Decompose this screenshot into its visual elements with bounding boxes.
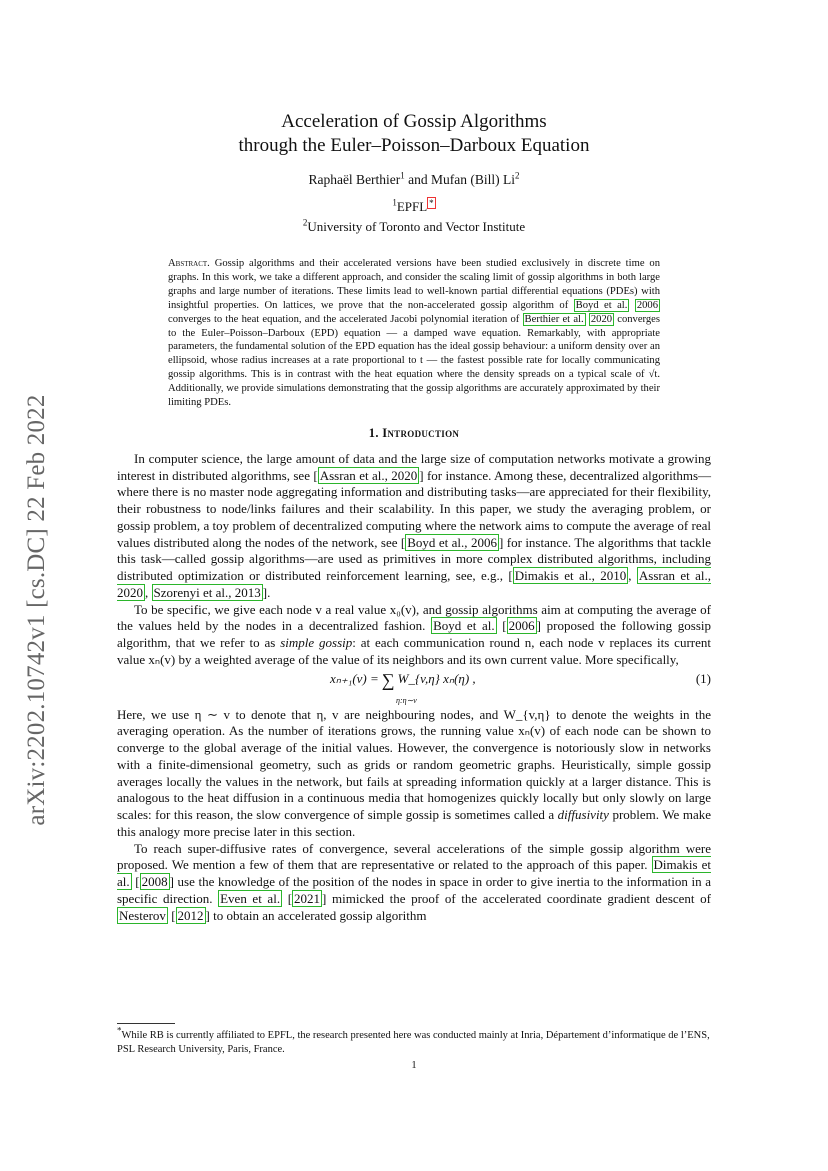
text: To reach super-diffusive rates of convergence, several accelerations of the simple gossip algorithm were proposed. We mention a few of them that are representative or related to the approach of this paper. xyxy=(117,840,711,873)
citation-link[interactable]: Assran et al., 2020 xyxy=(319,467,418,483)
text: : at each communication round n, each node v replaces its current value xₙ(v) by a weighted average of the value of its neighbors and its own current value. More specifically, xyxy=(117,635,711,667)
paragraph: In computer science, the large amount of data and the large size of computation networks motivate a growing interest in distributed algorithms, see [ Assran et al., 2020 ] for instance. Among these, decentralized algorithms—where there is no master node aggregating information and distributing tasks—are appreciated for their flexibility, their robustness to node/links failures and their scalability. In this paper, we study the averaging problem, or gossip problem, a toy problem of decentralized computing where the network aims to compute the average of real values distributed along the nodes of the network, see [ Boyd et al., 2006 ] for instance. The algorithms that tackle this task—called gossip algorithms—are used as primitives in more complex distributed algorithms, including distributed optimization or distributed reinforcement learning, see, e.g., [ Dimakis et al., 2010 , Assran et al., 2020 , Szorenyi et al., 2013 ]. xyxy=(117,450,712,600)
equation-1 xyxy=(117,669,711,707)
citation-link[interactable]: Boyd et al. xyxy=(433,618,495,634)
equation-number: (1) xyxy=(695,670,711,686)
citation-link[interactable]: Assran et al., 2020 xyxy=(117,568,712,600)
footnote-link[interactable]: * xyxy=(429,197,434,208)
eq-rhs: W_{v,η} xₙ(η) , xyxy=(397,670,476,686)
page-number: 1 xyxy=(411,1060,417,1071)
abstract xyxy=(168,257,660,410)
abstract-label: Abstract. xyxy=(168,258,210,269)
citation-link[interactable]: Dimakis et al. xyxy=(117,857,711,890)
footnote-text: While RB is currently affiliated to EPFL, the research presented here was conducted mainly at Inria, Département d’informatique de l’ENS, PSL Research University, Paris, France. xyxy=(117,1030,710,1055)
text: for instance. Among these, decentralized algorithms—where there is no master node aggregating information and distributing tasks—are appreciated for their flexibility, their robustness to node/links failures and their scalability. In this paper, we study the averaging problem, or gossip problem, a toy problem of decentralized computing where the network aims to compute the average of real values distributed along the nodes of the network, see xyxy=(117,467,712,550)
citation-link[interactable]: Boyd et al., 2006 xyxy=(407,534,497,550)
affiliations xyxy=(117,197,711,237)
footnote-rule xyxy=(117,1023,175,1024)
text: for instance. The algorithms that tackle this task—called gossip algorithms—are used as primitives in more complex distributed algorithms, including distributed optimization or distributed reinforcement learning, see, e.g., xyxy=(117,534,711,584)
sum-symbol: ∑ xyxy=(381,669,395,690)
citation-link[interactable]: Berthier et al. xyxy=(524,313,584,325)
citation-link[interactable]: Even et al. xyxy=(220,890,281,906)
introduction-body xyxy=(117,451,711,925)
abstract-text-1: Gossip algorithms and their accelerated versions have been studied exclusively in discrete time on graphs. In this work, we take a different approach, and consider the scaling limit of gossip algorithms in both large graphs and large number of iterations. These limits lead to well-known partial differential equations (PDEs) with insightful properties. On lattices, we prove that the non-accelerated gossip algorithm of xyxy=(168,258,660,311)
paragraph: To be specific, we give each node v a real value x₀(v), and gossip algorithms aim at computing the average of the values held by the nodes in a decentralized fashion. Boyd et al. [ 2006 ] proposed the following gossip algorithm, that we refer to as simple gossip: at each communication round n, each node v replaces its current value xₙ(v) by a weighted average of the value of its neighbors and its own current value. More specifically, xyxy=(117,601,711,667)
arxiv-stamp-text: arXiv:2202.10742v1 [cs.DC] 22 Feb 2022 xyxy=(23,394,50,826)
text: proposed the following gossip algorithm, that we refer to as xyxy=(117,618,711,651)
footnote-mark: * xyxy=(117,1025,122,1036)
section-number: 1. xyxy=(368,425,379,440)
equation-body xyxy=(330,671,476,689)
citation-link[interactable]: Szorenyi et al., 2013 xyxy=(153,584,261,600)
citation-link[interactable]: Boyd et al. xyxy=(575,299,628,311)
title-line-2: through the Euler–Poisson–Darboux Equation xyxy=(238,135,590,156)
citation-link[interactable]: 2008 xyxy=(141,874,168,890)
text: problem. We make this analogy more precise later in this section. xyxy=(117,807,711,839)
citation-link[interactable]: 2012 xyxy=(177,907,204,923)
text: . xyxy=(267,584,271,600)
affiliation-1 xyxy=(117,197,711,217)
emphasis: diffusivity xyxy=(557,807,609,823)
abstract-text-3: converges to the Euler–Poisson–Darboux (EPD) equation — a damped wave equation. Remarkably, with appropriate parameters, the fundamental solution of the EPD equation has the ideal gossip behaviour: a uniform density over an ellipsoid, whose radius increases at a rate proportional to t — the fastest possible rate for locally communicating gossip algorithms. This is in contrast with the heat equation where the density spreads on a typical scale of √t. Additionally, we provide simulations demonstrating that the gossip algorithms are accurately approximated by their limiting PDEs. xyxy=(168,313,660,409)
author-2: Mufan (Bill) Li xyxy=(431,172,516,187)
text: In computer science, the large amount of data and the large size of computation networks motivate a growing interest in distributed algorithms, see xyxy=(117,450,711,483)
citation-link[interactable]: 2006 xyxy=(508,618,535,634)
author-1: Raphaël Berthier xyxy=(308,172,401,187)
affil-2-name: University of Toronto and Vector Institute xyxy=(307,219,526,234)
sum-subscript: η:η∼v xyxy=(396,695,417,705)
paragraph xyxy=(117,707,711,841)
paper-page xyxy=(117,110,711,924)
affiliation-2 xyxy=(117,217,711,237)
citation-link[interactable]: Dimakis et al., 2010 xyxy=(514,568,627,584)
text: mimicked the proof of the accelerated coordinate gradient descent of xyxy=(326,890,711,906)
abstract-text-2: converges to the heat equation, and the accelerated Jacobi polynomial iteration of xyxy=(168,313,523,325)
eq-lhs: xₙ₊₁(v) = xyxy=(330,670,379,686)
affil-1-sup: 1 xyxy=(392,197,397,208)
authors xyxy=(117,172,711,188)
text: To be specific, we give each node v a real value x₀(v), and gossip algorithms aim at computing the average of the values held by the nodes in a decentralized fashion. xyxy=(117,601,711,634)
authors-and: and xyxy=(404,172,432,187)
title-line-1: Acceleration of Gossip Algorithms xyxy=(281,111,547,132)
affil-1-name: EPFL xyxy=(396,199,428,214)
text: to obtain an accelerated gossip algorithm xyxy=(209,907,427,923)
citation-link[interactable]: Nesterov xyxy=(119,907,166,923)
text: use the knowledge of the position of the nodes in space in order to give inertia to the information in a specific direction. xyxy=(117,874,711,906)
footnote xyxy=(117,1025,711,1057)
affil-2-sup: 2 xyxy=(302,217,308,228)
paragraph: To reach super-diffusive rates of convergence, several accelerations of the simple gossip algorithm were proposed. We mention a few of them that are representative or related to the approach of this paper. Dimakis et al. [ 2008 ] use the knowledge of the position of the nodes in space in order to give inertia to the information in a specific direction. Even et al. [ 2021 ] mimicked the proof of the accelerated coordinate gradient descent of Nesterov [ 2012 ] to obtain an accelerated gossip algorithm xyxy=(117,840,711,923)
section-heading xyxy=(117,426,711,441)
section-title-text: Introduction xyxy=(382,425,460,440)
citation-link[interactable]: 2020 xyxy=(590,313,613,325)
citation-link[interactable]: 2006 xyxy=(636,299,658,311)
arxiv-stamp xyxy=(22,360,52,860)
citation-link[interactable]: 2021 xyxy=(294,890,321,906)
text: Here, we use η ∼ v to denote that η, v are neighbouring nodes, and W_{v,η} to denote the weights in the averaging operation. As the number of iterations grows, the running value xₙ(v) of each node can be shown to converge to the global average of the initial values. However, the convergence is notoriously slow in networks with a finite-dimensional geometry, such as grids or random geometric graphs. Heuristically, simple gossip averages locally the values in the network, but fails at spreading information quickly at a larger distance. This is analogous to the heat diffusion in a continuous media that homogenizes quickly locally but only slowly on large scales: for this reason, the slow convergence of simple gossip is sometimes called a xyxy=(117,706,711,823)
author-2-affil: 2 xyxy=(515,170,520,181)
author-1-affil: 1 xyxy=(400,170,405,181)
paper-title xyxy=(117,110,711,158)
emphasis: simple gossip xyxy=(280,635,353,651)
